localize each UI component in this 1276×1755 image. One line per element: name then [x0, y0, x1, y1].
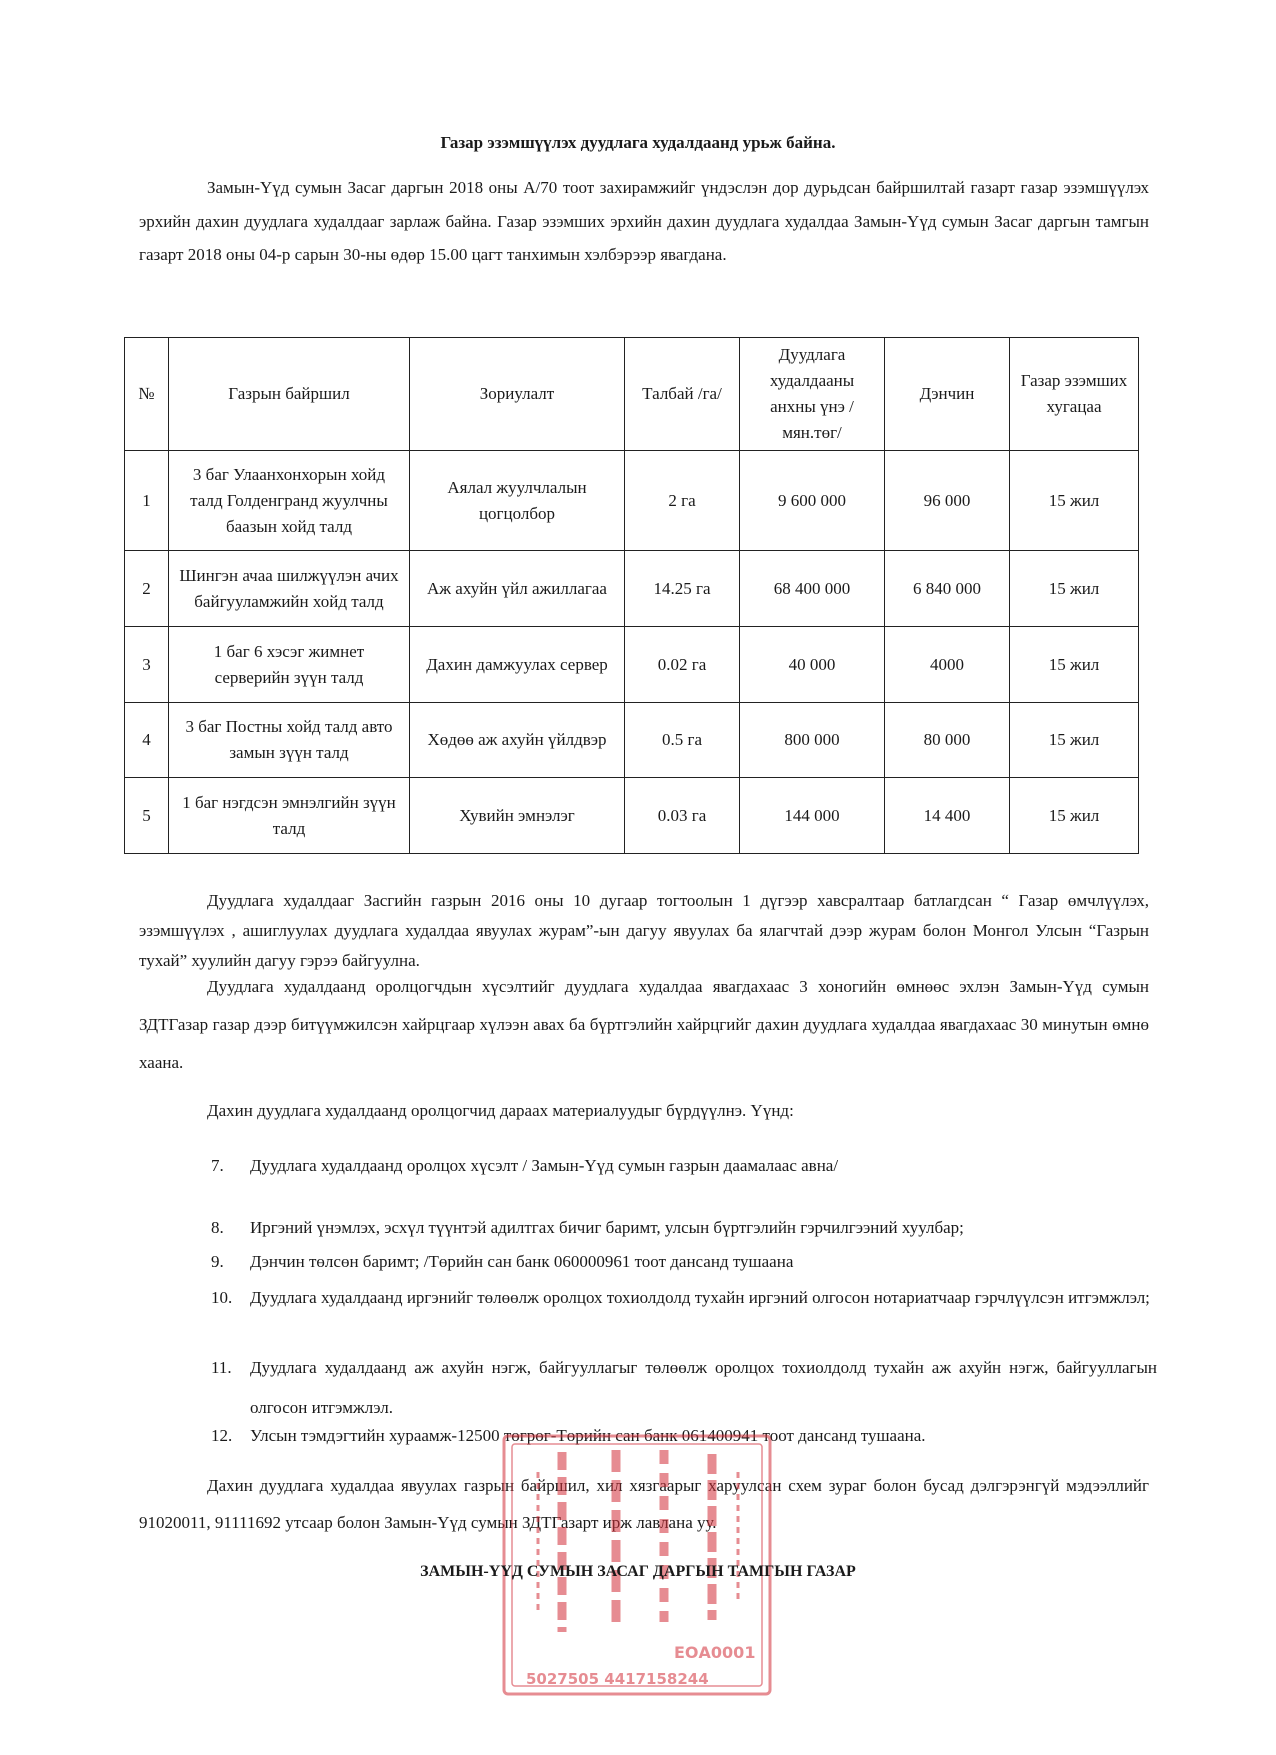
cell-term: 15 жил	[1010, 451, 1139, 551]
table-row	[125, 778, 1139, 854]
cell-term: 15 жил	[1010, 703, 1139, 778]
cell-area: 0.03 га	[625, 778, 740, 854]
list-item-number: 8.	[211, 1218, 224, 1237]
cell-purpose: Хувийн эмнэлэг	[410, 778, 625, 854]
header-area: Талбай /га/	[625, 338, 740, 451]
list-item-text: Дуудлага худалдаанд оролцох хүсэлт / Замын-Үүд сумын газрын даамалаас авна/	[250, 1156, 839, 1175]
list-item-number: 9.	[211, 1252, 224, 1271]
cell-term: 15 жил	[1010, 627, 1139, 703]
header-term: Газар эзэмших хугацаа	[1010, 338, 1139, 451]
list-item-number: 12.	[211, 1426, 233, 1445]
cell-term: 15 жил	[1010, 778, 1139, 854]
contact-paragraph: Дахин дуудлага худалдаа явуулах газрын байршил, хил хязгаарыг харуулсан схем зураг болон бусад дэлгэрэнгүй мэдээллийг 91020011, 91111692 утсаар болон Замын-Үүд сумын ЗДТГазарт ирж лавлана уу.	[139, 1476, 1149, 1532]
cell-number: 4	[125, 703, 169, 778]
cell-purpose: Аж ахуйн үйл ажиллагаа	[410, 551, 625, 627]
cell-area: 0.5 га	[625, 703, 740, 778]
header-deposit: Дэнчин	[885, 338, 1010, 451]
document-title: Газар эзэмшүүлэх дуудлага худалдаанд урьж байна.	[440, 133, 836, 152]
cell-deposit: 6 840 000	[885, 551, 1010, 627]
table-row	[125, 627, 1139, 703]
cell-deposit: 80 000	[885, 703, 1010, 778]
cell-price: 144 000	[740, 778, 885, 854]
table-row	[125, 451, 1139, 551]
table-header-row	[125, 338, 1139, 451]
list-item-number: 11.	[211, 1358, 232, 1377]
stamp-number: 5027505 4417158244	[526, 1670, 709, 1688]
cell-number: 2	[125, 551, 169, 627]
list-item-text: Дуудлага худалдаанд иргэнийг төлөөлж оролцох тохиолдолд тухайн иргэний олгосон нотариатчаар гэрчлүүлсэн итгэмжлэл;	[250, 1288, 1150, 1307]
cell-price: 68 400 000	[740, 551, 885, 627]
header-purpose: Зориулалт	[410, 338, 625, 451]
list-item-number: 10.	[211, 1288, 233, 1307]
signature-line: ЗАМЫН-ҮҮД СУМЫН ЗАСАГ ДАРГЫН ТАМГЫН ГАЗАР	[420, 1563, 856, 1580]
cell-area: 14.25 га	[625, 551, 740, 627]
header-number: №	[125, 338, 169, 451]
cell-deposit: 96 000	[885, 451, 1010, 551]
cell-area: 2 га	[625, 451, 740, 551]
cell-price: 40 000	[740, 627, 885, 703]
header-starting-price: Дуудлага худалдааны анхны үнэ /мян.төг/	[740, 338, 885, 451]
cell-location: 1 баг нэгдсэн эмнэлгийн зүүн талд	[169, 778, 410, 854]
cell-location: 3 баг Улаанхонхорын хойд талд Голденгранд жуулчны баазын хойд талд	[169, 451, 410, 551]
stamp-code: ЕОА0001	[674, 1643, 756, 1662]
list-item-number: 7.	[211, 1156, 224, 1175]
list-item-text: Дэнчин төлсөн баримт; /Төрийн сан банк 060000961 тоот дансанд тушаана	[250, 1252, 794, 1271]
cell-purpose: Аялал жуулчлалын цогцолбор	[410, 451, 625, 551]
cell-purpose: Хөдөө аж ахуйн үйлдвэр	[410, 703, 625, 778]
application-paragraph: Дуудлага худалдаанд оролцогчдын хүсэлтийг дуудлага худалдаа явагдахаас 3 хоногийн өмнөөс эхлэн Замын-Үүд сумын ЗДТГазар газар дээр битүүмжилсэн хайрцгаар хүлээн авах ба бүртгэлийн хайрцгийг дахин дуудлага худалдаа явагдахаас 30 минутын өмнө хаана.	[139, 977, 1149, 1072]
cell-number: 3	[125, 627, 169, 703]
list-item-text: Улсын тэмдэгтийн хураамж-12500 төгрөг-Төрийн сан банк 061400941 тоот дансанд тушаана.	[250, 1426, 926, 1445]
cell-location: Шингэн ачаа шилжүүлэн ачих байгууламжийн хойд талд	[169, 551, 410, 627]
cell-term: 15 жил	[1010, 551, 1139, 627]
list-item-text: Дуудлага худалдаанд аж ахуйн нэгж, байгууллагыг төлөөлж оролцох тохиолдолд тухайн аж ахуйн нэгж, байгууллагын олгосон итгэмжлэл.	[250, 1358, 1157, 1417]
cell-price: 9 600 000	[740, 451, 885, 551]
cell-deposit: 4000	[885, 627, 1010, 703]
cell-deposit: 14 400	[885, 778, 1010, 854]
regulation-paragraph: Дуудлага худалдааг Засгийн газрын 2016 оны 10 дугаар тогтоолын 1 дүгээр хавсралтаар батлагдсан “ Газар өмчлүүлэх, эзэмшүүлэх , ашиглуулах дуудлага худалдаа явуулах журам”-ын дагуу явуулах ба ялагчтай дээр журам болон Монгол Улсын “Газрын тухай” хуулийн дагуу гэрээ байгуулна.	[139, 891, 1149, 970]
cell-number: 1	[125, 451, 169, 551]
auction-table	[124, 337, 1139, 854]
table-row	[125, 551, 1139, 627]
list-item-text: Иргэний үнэмлэх, эсхүл түүнтэй адилтгах бичиг баримт, улсын бүртгэлийн гэрчилгээний хуулбар;	[250, 1218, 964, 1237]
header-location: Газрын байршил	[169, 338, 410, 451]
cell-number: 5	[125, 778, 169, 854]
cell-location: 1 баг 6 хэсэг жимнет серверийн зүүн талд	[169, 627, 410, 703]
table-row	[125, 703, 1139, 778]
materials-intro: Дахин дуудлага худалдаанд оролцогчид дараах материалуудыг бүрдүүлнэ. Үүнд:	[207, 1101, 794, 1120]
cell-location: 3 баг Постны хойд талд авто замын зүүн талд	[169, 703, 410, 778]
cell-price: 800 000	[740, 703, 885, 778]
cell-purpose: Дахин дамжуулах сервер	[410, 627, 625, 703]
intro-paragraph: Замын-Үүд сумын Засаг даргын 2018 оны А/70 тоот захирамжийг үндэслэн дор дурьдсан байршилтай газарт газар эзэмшүүлэх эрхийн дахин дуудлага худалдааг зарлаж байна. Газар эзэмших эрхийн дахин дуудлага худалдаа Замын-Үүд сумын Засаг даргын тамгын газарт 2018 оны 04-р сарын 30-ны өдөр 15.00 цагт танхимын хэлбэрээр явагдана.	[139, 178, 1149, 264]
cell-area: 0.02 га	[625, 627, 740, 703]
